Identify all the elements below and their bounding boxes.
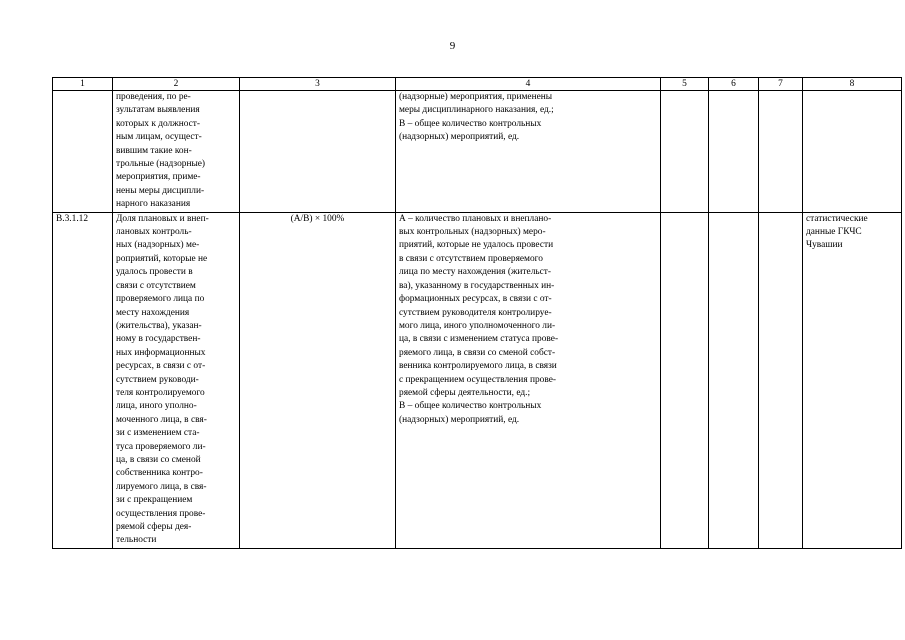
row2-code: В.3.1.12	[53, 212, 113, 548]
row2-source: статистические данные ГКЧС Чувашии	[803, 212, 902, 548]
indicator-table	[52, 77, 902, 549]
row2-indicator-name: Доля плановых и внеп- лановых контроль- ных (надзорных) ме- роприятий, которые не удалось провести в связи с отсутствием проверяемого лица по месту нахождения (жительства), указан- ному в государствен- ных информационных ресурсах, в связи с от- сутствием руководи- теля контролируемого лица, иного уполно- моченного лица, в свя- зи с изменением ста- туса проверяемого ли- ца, в связи со сменой собственника контро- лируемого лица, в свя- зи с прекращением осуществления прове- ряемой сферы дея- тельности	[113, 212, 240, 548]
page-number: 9	[449, 40, 456, 52]
row1-code	[53, 91, 113, 213]
header-row	[53, 78, 902, 91]
header-cell-1: 1	[53, 78, 113, 91]
row2-description: А – количество плановых и внеплано- вых контрольных (надзорных) меро- приятий, которые не удалось провести в связи с отсутствием проверяемого лица по месту нахождения (жительст- ва), указанному в государственных ин- формационных ресурсах, в связи с от- сутствием руководителя контролируе- мого лица, иного уполномоченного ли- ца, в связи с изменением статуса прове- ряемого лица, в связи со сменой собст- венника контролируемого лица, в связи с прекращением осуществления прове- ряемой сферы деятельности, ед.; В – общее количество контрольных (надзорных) мероприятий, ед.	[396, 212, 661, 548]
table-row	[53, 91, 902, 213]
row2-formula: (А/В) × 100%	[240, 212, 396, 548]
header-cell-4: 4	[396, 78, 661, 91]
header-cell-8: 8	[803, 78, 902, 91]
header-cell-5: 5	[661, 78, 709, 91]
row2-col5	[661, 212, 709, 548]
header-cell-7: 7	[759, 78, 803, 91]
row2-col6	[709, 212, 759, 548]
row1-indicator-name: проведения, по ре- зультатам выявления которых к должност- ным лицам, осущест- вившим такие кон- трольные (надзорные) мероприятия, приме- нены меры дисципли- нарного наказания	[113, 91, 240, 213]
header-cell-6: 6	[709, 78, 759, 91]
header-cell-2: 2	[113, 78, 240, 91]
header-cell-3: 3	[240, 78, 396, 91]
row1-source	[803, 91, 902, 213]
row1-formula	[240, 91, 396, 213]
row1-col7	[759, 91, 803, 213]
table-row	[53, 212, 902, 548]
row1-col6	[709, 91, 759, 213]
row2-col7	[759, 212, 803, 548]
row1-col5	[661, 91, 709, 213]
row1-description: (надзорные) мероприятия, применены меры дисциплинарного наказания, ед.; В – общее количество контрольных (надзорных) мероприятий, ед.	[396, 91, 661, 213]
